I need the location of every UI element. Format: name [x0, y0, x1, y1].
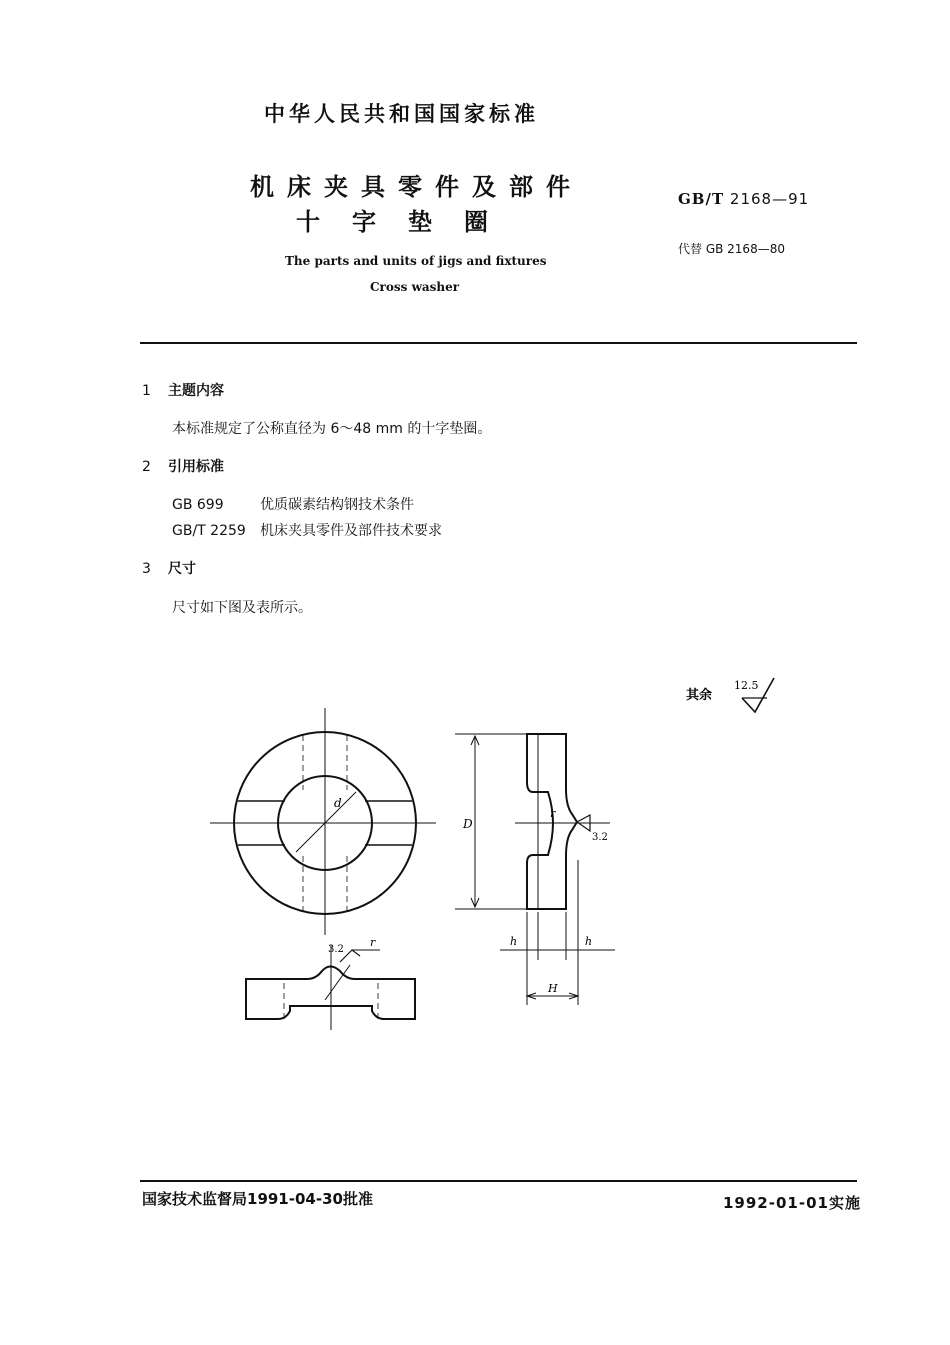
title-char-4: 圈 [464, 208, 488, 236]
reference-code: GB/T 2259 [172, 523, 246, 539]
section-title: 尺寸 [168, 561, 196, 577]
section-3-text: 尺寸如下图及表所示。 [172, 600, 312, 616]
footer-rule [140, 1180, 857, 1182]
label-h-left: h [510, 935, 518, 948]
title-en-line2: Cross washer [370, 280, 460, 294]
section-title: 主题内容 [168, 383, 224, 399]
national-standard-heading: 中华人民共和国国家标准 [264, 102, 539, 126]
title-char-3: 垫 [408, 208, 432, 236]
rest-label: 其余 [686, 688, 713, 703]
reference-title: 机床夹具零件及部件技术要求 [260, 523, 442, 539]
title-char-2: 字 [352, 208, 376, 236]
title-en-line1: The parts and units of jigs and fixtures [285, 254, 547, 268]
label-d: d [334, 796, 342, 810]
section-number: 2 [142, 459, 151, 475]
label-r-side: r [550, 807, 556, 820]
label-H: H [548, 982, 558, 995]
label-D: D [463, 817, 473, 831]
reference-title: 优质碳素结构钢技术条件 [260, 497, 414, 513]
section-title: 引用标准 [168, 459, 224, 475]
label-h-right: h [585, 935, 593, 948]
implementation-date: 1992-01-01实施 [723, 1194, 861, 1212]
section-1-text: 本标准规定了公称直径为 6～48 mm 的十字垫圈。 [172, 421, 492, 437]
standard-prefix: GB/T [678, 190, 725, 208]
rest-roughness-value: 12.5 [734, 679, 759, 692]
label-roughness-bottom: 3.2 [328, 944, 344, 955]
title-char-1: 十 [296, 208, 320, 236]
standard-code: 2168—91 [729, 190, 810, 208]
top-view [210, 708, 436, 935]
approval-note: 国家技术监督局1991-04-30批准 [142, 1190, 373, 1208]
section-number: 1 [142, 383, 151, 399]
bottom-view [246, 945, 415, 1030]
reference-code: GB 699 [172, 497, 224, 513]
title-cn-line1: 机床夹具零件及部件 [250, 173, 583, 201]
section-number: 3 [142, 561, 151, 577]
label-roughness-side: 3.2 [592, 832, 608, 843]
label-r-bottom: r [370, 936, 376, 949]
replaces-note: 代替 GB 2168—80 [678, 242, 785, 256]
side-view [455, 734, 615, 1005]
